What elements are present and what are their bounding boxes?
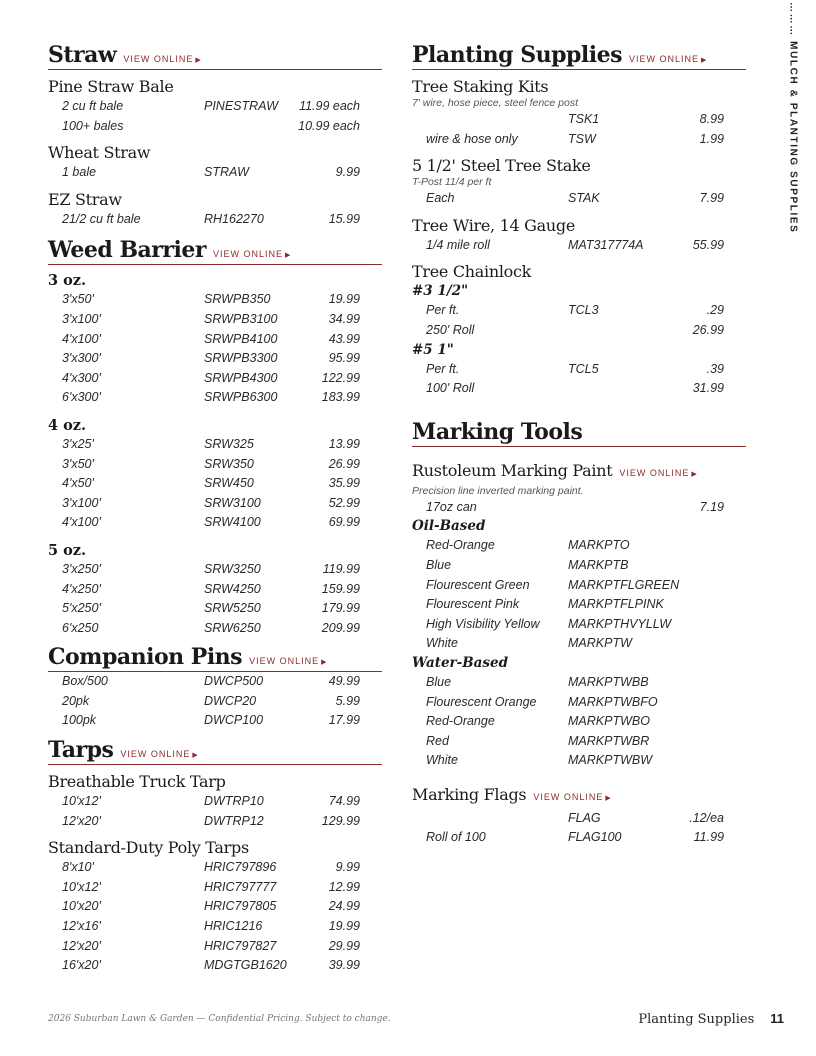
sku-cell: SRWPB350 <box>204 292 271 307</box>
table-row <box>48 163 382 183</box>
table-row <box>412 498 746 518</box>
price-cell: 19.99 <box>328 292 360 307</box>
price-cell <box>686 615 724 635</box>
table-row <box>48 878 382 898</box>
sku-cell: SRW325 <box>204 436 254 451</box>
size-cell: Per ft. <box>426 361 460 376</box>
table-row <box>48 580 382 600</box>
price-table <box>412 673 746 771</box>
size-cell: 5'x250' <box>62 601 101 616</box>
table-row <box>412 110 746 130</box>
view-online-link[interactable] <box>213 249 291 259</box>
size-cell: Per ft. <box>426 303 460 318</box>
price-cell <box>686 732 724 752</box>
table-row <box>412 189 746 209</box>
size-cell <box>412 110 568 130</box>
sku-cell: MARKPTO <box>568 538 630 553</box>
size-cell: 1/4 mile roll <box>426 237 490 252</box>
group-title: #3 1/2" <box>412 283 469 300</box>
sku-cell: SRW4100 <box>204 515 261 530</box>
sku-cell: MARKPTHVYLLW <box>568 616 672 631</box>
table-row <box>48 897 382 917</box>
price-cell: 5.99 <box>335 693 360 708</box>
section-title: Companion Pins <box>48 644 243 671</box>
size-cell: Box/500 <box>62 674 108 689</box>
price-cell: 19.99 <box>328 919 360 934</box>
price-cell: 1.99 <box>699 131 724 146</box>
price-table <box>412 189 746 209</box>
play-arrow-icon: ▶ <box>700 57 708 64</box>
table-row <box>412 809 746 829</box>
size-cell: 12'x20' <box>62 938 101 953</box>
price-cell: .12/ea <box>689 810 724 825</box>
page-number: 11 <box>770 1011 784 1026</box>
price-cell: 9.99 <box>335 860 360 875</box>
product-description: 7' wire, hose piece, steel fence post <box>412 97 579 109</box>
table-row <box>48 599 382 619</box>
price-cell: 15.99 <box>328 211 360 226</box>
size-cell: wire & hose only <box>426 131 518 146</box>
table-row <box>412 712 746 732</box>
product-description: T-Post 11/4 per ft <box>412 176 492 189</box>
table-row <box>412 556 746 576</box>
size-cell: 1 bale <box>62 165 97 180</box>
size-cell: White <box>426 753 458 768</box>
section-title: Straw <box>48 42 117 68</box>
price-cell <box>686 556 724 576</box>
play-arrow-icon: ▶ <box>195 57 202 64</box>
product-title: EZ Straw <box>48 189 122 209</box>
size-cell: 3'x250' <box>62 561 101 576</box>
size-cell: Each <box>426 191 455 206</box>
price-table <box>48 792 382 831</box>
size-cell: 12'x16' <box>62 919 101 934</box>
table-row <box>48 330 382 350</box>
table-row <box>48 455 382 475</box>
table-row <box>48 792 382 812</box>
price-table <box>48 435 382 533</box>
group-title: Oil-Based <box>412 518 486 535</box>
sku-cell: DWCP20 <box>204 693 257 708</box>
sku-cell: MARKPTWBB <box>568 674 649 689</box>
price-table <box>48 210 382 230</box>
view-online-link[interactable] <box>249 656 327 666</box>
sku-cell: FLAG <box>568 810 601 825</box>
group-title: 4 oz. <box>48 416 87 434</box>
table-row <box>412 321 746 341</box>
sku-cell <box>568 321 686 341</box>
price-cell: 24.99 <box>328 899 360 914</box>
size-cell: High Visibility Yellow <box>426 616 540 631</box>
footer-page-info <box>638 1011 784 1027</box>
price-cell <box>686 634 724 654</box>
price-cell: 209.99 <box>321 620 360 635</box>
size-cell: 6'x300' <box>62 390 101 405</box>
table-row <box>48 97 382 117</box>
size-cell: 3'x25' <box>62 436 94 451</box>
sku-cell: SRW4250 <box>204 581 261 596</box>
price-cell: 95.99 <box>328 351 360 366</box>
play-arrow-icon: ▶ <box>691 470 698 478</box>
play-arrow-icon: ▶ <box>192 752 199 760</box>
price-cell: 119.99 <box>322 561 360 576</box>
view-online-link[interactable] <box>120 749 198 759</box>
size-cell: 3'x300' <box>62 351 101 366</box>
sku-cell: HRIC1216 <box>204 919 263 934</box>
product-description: Precision line inverted marking paint. <box>412 484 584 497</box>
price-cell: 26.99 <box>692 322 724 337</box>
table-row <box>412 236 746 256</box>
sku-cell: SRW350 <box>204 456 254 471</box>
table-row <box>412 360 746 380</box>
group-title: 3 oz. <box>48 272 87 290</box>
view-online-link[interactable] <box>123 54 201 64</box>
size-cell <box>412 809 568 829</box>
price-cell: 49.99 <box>328 674 360 689</box>
sku-cell: MARKPTWBFO <box>568 694 658 709</box>
price-cell: 183.99 <box>321 390 360 405</box>
sku-cell: TSW <box>568 131 596 146</box>
size-cell: 10'x12' <box>62 879 101 894</box>
price-table <box>48 560 382 638</box>
size-cell: Blue <box>426 674 452 689</box>
product-title: Tree Staking Kits <box>412 77 549 96</box>
sku-cell: FLAG100 <box>568 830 622 845</box>
sku-cell: SRWPB4300 <box>204 370 278 385</box>
table-row <box>48 917 382 937</box>
product-title: Pine Straw Bale <box>48 77 174 96</box>
size-cell: 4'x250' <box>62 581 101 596</box>
sku-cell: DWTRP12 <box>204 813 264 828</box>
table-row <box>412 828 746 848</box>
size-cell: 21/2 cu ft bale <box>62 211 141 226</box>
sku-cell: SRWPB3300 <box>204 351 278 366</box>
table-row <box>412 595 746 615</box>
price-cell <box>686 693 724 713</box>
product-title-row <box>412 461 746 485</box>
size-cell: 17oz can <box>426 499 477 514</box>
sku-cell <box>204 117 298 137</box>
size-cell: Roll of 100 <box>426 830 486 845</box>
table-row <box>48 711 382 731</box>
table-row <box>48 310 382 330</box>
view-online-label: VIEW ONLINE <box>123 54 194 64</box>
size-cell: 250' Roll <box>426 322 475 337</box>
price-cell: 7.99 <box>699 191 724 206</box>
product-title: Marking Flags <box>412 784 527 804</box>
size-cell: 3'x100' <box>62 311 101 326</box>
price-cell <box>686 576 724 596</box>
sku-cell <box>568 379 686 399</box>
table-row <box>48 956 382 976</box>
price-cell: 26.99 <box>328 456 360 471</box>
table-row <box>412 751 746 771</box>
sku-cell: SRW3100 <box>204 495 261 510</box>
price-cell: 52.99 <box>328 495 360 510</box>
view-online-label: VIEW ONLINE <box>212 249 283 260</box>
sku-cell: SRWPB4100 <box>204 331 278 346</box>
size-cell: 8'x10' <box>62 860 94 875</box>
price-cell: 129.99 <box>321 813 360 828</box>
size-cell: 6'x250 <box>62 620 99 635</box>
table-row <box>48 692 382 712</box>
sku-cell: HRIC797777 <box>204 879 277 894</box>
table-row <box>48 937 382 957</box>
table-row <box>48 117 382 137</box>
price-table <box>48 290 382 408</box>
size-cell: 12'x20' <box>62 813 101 828</box>
view-online-link[interactable] <box>533 787 611 809</box>
size-cell: 10'x12' <box>62 794 101 809</box>
table-row <box>412 693 746 713</box>
section-title: Weed Barrier <box>48 237 206 264</box>
table-row <box>412 130 746 150</box>
group-title: #5 1" <box>412 341 454 358</box>
view-online-link[interactable] <box>629 54 707 64</box>
section-header-tarps <box>48 737 382 765</box>
table-row <box>412 576 746 596</box>
sku-cell: STAK <box>568 191 600 206</box>
price-cell <box>686 673 724 693</box>
size-cell: Flourescent Pink <box>426 597 520 612</box>
view-online-label: VIEW ONLINE <box>533 791 604 802</box>
price-cell: 34.99 <box>328 311 360 326</box>
footer-disclaimer: 2026 Suburban Lawn & Garden — Confidential Pricing. Subject to change. <box>48 1014 391 1024</box>
price-table <box>412 301 746 340</box>
price-cell: 31.99 <box>692 381 724 396</box>
size-cell: Blue <box>426 557 452 572</box>
table-row <box>412 673 746 693</box>
sku-cell: STRAW <box>204 165 249 180</box>
size-cell: 20pk <box>62 693 90 708</box>
sku-cell: DWTRP10 <box>204 794 264 809</box>
table-row <box>412 301 746 321</box>
side-tab-label: ……… MULCH & PLANTING SUPPLIES <box>787 2 799 234</box>
table-row <box>48 619 382 639</box>
sku-cell: TCL3 <box>568 303 599 318</box>
view-online-label: VIEW ONLINE <box>249 656 320 667</box>
sku-cell: SRW3250 <box>204 561 261 576</box>
product-title: 5 1/2' Steel Tree Stake <box>412 156 591 176</box>
price-cell: 10.99 each <box>298 118 360 133</box>
left-column <box>48 42 382 976</box>
section-header-planting-supplies <box>412 42 746 70</box>
section-header-companion-pins <box>48 644 382 672</box>
price-table <box>412 236 746 256</box>
product-title: Wheat Straw <box>48 143 151 163</box>
size-cell: Red-Orange <box>426 714 495 729</box>
size-cell: 10'x20' <box>62 899 101 914</box>
sku-cell: RH162270 <box>204 211 264 226</box>
sku-cell: MARKPTWBO <box>568 714 650 729</box>
table-row <box>48 494 382 514</box>
group-title: 5 oz. <box>48 541 87 559</box>
section-header-weed-barrier <box>48 237 382 265</box>
price-cell: 69.99 <box>328 515 360 530</box>
section-header-marking-tools <box>412 419 746 447</box>
size-cell: White <box>426 636 458 651</box>
sku-cell: SRW450 <box>204 476 254 491</box>
size-cell: Red <box>426 733 449 748</box>
table-row <box>48 290 382 310</box>
table-row <box>412 379 746 399</box>
table-row <box>48 858 382 878</box>
price-cell <box>686 536 724 556</box>
price-cell: 122.99 <box>321 370 360 385</box>
table-row <box>48 369 382 389</box>
price-cell: 8.99 <box>699 112 724 126</box>
product-title: Tree Wire, 14 Gauge <box>412 215 575 235</box>
sku-cell: SRWPB3100 <box>204 311 278 326</box>
section-title: Marking Tools <box>412 418 583 445</box>
price-cell: .29 <box>706 303 724 318</box>
sku-cell: MARKPTFLGREEN <box>568 577 680 592</box>
table-row <box>48 210 382 230</box>
play-arrow-icon: ▶ <box>605 794 612 802</box>
sku-cell: PINESTRAW <box>204 99 279 113</box>
sku-cell: MARKPTFLPINK <box>568 597 664 612</box>
price-cell: 35.99 <box>328 476 360 491</box>
sku-cell: DWCP500 <box>204 674 264 689</box>
product-title-row <box>412 785 746 809</box>
sku-cell: MARKPTWBR <box>568 733 650 748</box>
table-row <box>48 435 382 455</box>
price-table <box>412 360 746 399</box>
table-row <box>412 634 746 654</box>
size-cell: 3'x50' <box>62 456 94 471</box>
price-table <box>48 163 382 183</box>
price-table <box>48 97 382 136</box>
view-online-label: VIEW ONLINE <box>619 467 690 478</box>
section-title: Tarps <box>48 737 114 764</box>
sku-cell: MARKPTWBW <box>568 753 653 768</box>
size-cell: 3'x100' <box>62 495 101 510</box>
footer-section-name: Planting Supplies <box>638 1012 755 1027</box>
sku-cell: SRW6250 <box>204 620 261 635</box>
price-cell: 13.99 <box>328 436 360 451</box>
sku-cell: TSK1 <box>568 112 600 126</box>
table-row <box>48 672 382 692</box>
sku-cell: SRW5250 <box>204 601 261 616</box>
price-table <box>412 536 746 654</box>
table-row <box>48 349 382 369</box>
price-cell: .39 <box>706 361 724 376</box>
size-cell: 16'x20' <box>62 958 101 973</box>
size-cell: 4'x50' <box>62 476 94 491</box>
price-cell: 179.99 <box>321 601 360 616</box>
sku-cell: HRIC797805 <box>204 899 277 914</box>
size-cell: Flourescent Green <box>426 577 530 592</box>
price-cell <box>686 712 724 732</box>
view-online-label: VIEW ONLINE <box>120 749 191 760</box>
right-column <box>412 42 746 848</box>
size-cell: 100' Roll <box>426 381 475 396</box>
size-cell: Red-Orange <box>426 538 495 553</box>
table-row <box>412 536 746 556</box>
play-arrow-icon: ▶ <box>321 659 328 667</box>
size-cell: 3'x50' <box>62 292 94 307</box>
sku-cell <box>568 498 686 518</box>
price-cell: 7.19 <box>699 499 724 514</box>
price-table <box>412 110 746 149</box>
table-row <box>412 615 746 635</box>
group-title: Water-Based <box>412 654 509 671</box>
price-table <box>48 858 382 976</box>
view-online-link[interactable] <box>619 463 697 485</box>
size-cell: 100pk <box>62 713 97 728</box>
price-cell: 55.99 <box>692 237 724 252</box>
price-cell: 43.99 <box>328 331 360 346</box>
price-cell: 9.99 <box>335 165 360 180</box>
price-cell: 74.99 <box>328 794 360 809</box>
table-row <box>48 560 382 580</box>
view-online-label: VIEW ONLINE <box>628 54 699 64</box>
sku-cell: TCL5 <box>568 361 599 376</box>
product-title: Tree Chainlock <box>412 262 532 282</box>
size-cell: 4'x100' <box>62 515 101 530</box>
product-title: Standard-Duty Poly Tarps <box>48 838 249 858</box>
section-header-straw <box>48 42 382 70</box>
table-row <box>48 474 382 494</box>
table-row <box>412 732 746 752</box>
size-cell: 4'x100' <box>62 331 101 346</box>
price-table <box>412 809 746 848</box>
sku-cell: HRIC797896 <box>204 860 277 875</box>
table-row <box>48 388 382 408</box>
table-row <box>48 812 382 832</box>
product-title: Rustoleum Marking Paint <box>412 460 613 480</box>
product-title: Breathable Truck Tarp <box>48 772 226 792</box>
price-cell: 11.99 <box>693 830 724 845</box>
size-cell: Flourescent Orange <box>426 694 537 709</box>
play-arrow-icon: ▶ <box>284 252 292 260</box>
price-cell: 29.99 <box>328 938 360 953</box>
table-row <box>48 513 382 533</box>
size-cell: 100+ bales <box>62 118 124 133</box>
side-tab <box>786 2 800 248</box>
price-cell: 17.99 <box>328 713 360 728</box>
price-cell: 159.99 <box>321 581 360 596</box>
section-title: Planting Supplies <box>412 42 622 68</box>
price-cell <box>686 751 724 771</box>
price-cell <box>686 595 724 615</box>
price-cell: 11.99 each <box>299 99 360 113</box>
sku-cell: DWCP100 <box>204 713 264 728</box>
price-cell: 39.99 <box>328 958 360 973</box>
size-cell: 4'x300' <box>62 370 101 385</box>
sku-cell: MARKPTW <box>568 636 632 651</box>
price-cell: 12.99 <box>328 879 360 894</box>
sku-cell: MAT317774A <box>568 237 644 252</box>
sku-cell: SRWPB6300 <box>204 390 278 405</box>
sku-cell: HRIC797827 <box>204 938 277 953</box>
sku-cell: MARKPTB <box>568 557 629 572</box>
price-table <box>48 672 382 731</box>
sku-cell: MDGTGB1620 <box>204 958 287 973</box>
size-cell: 2 cu ft bale <box>62 99 124 113</box>
